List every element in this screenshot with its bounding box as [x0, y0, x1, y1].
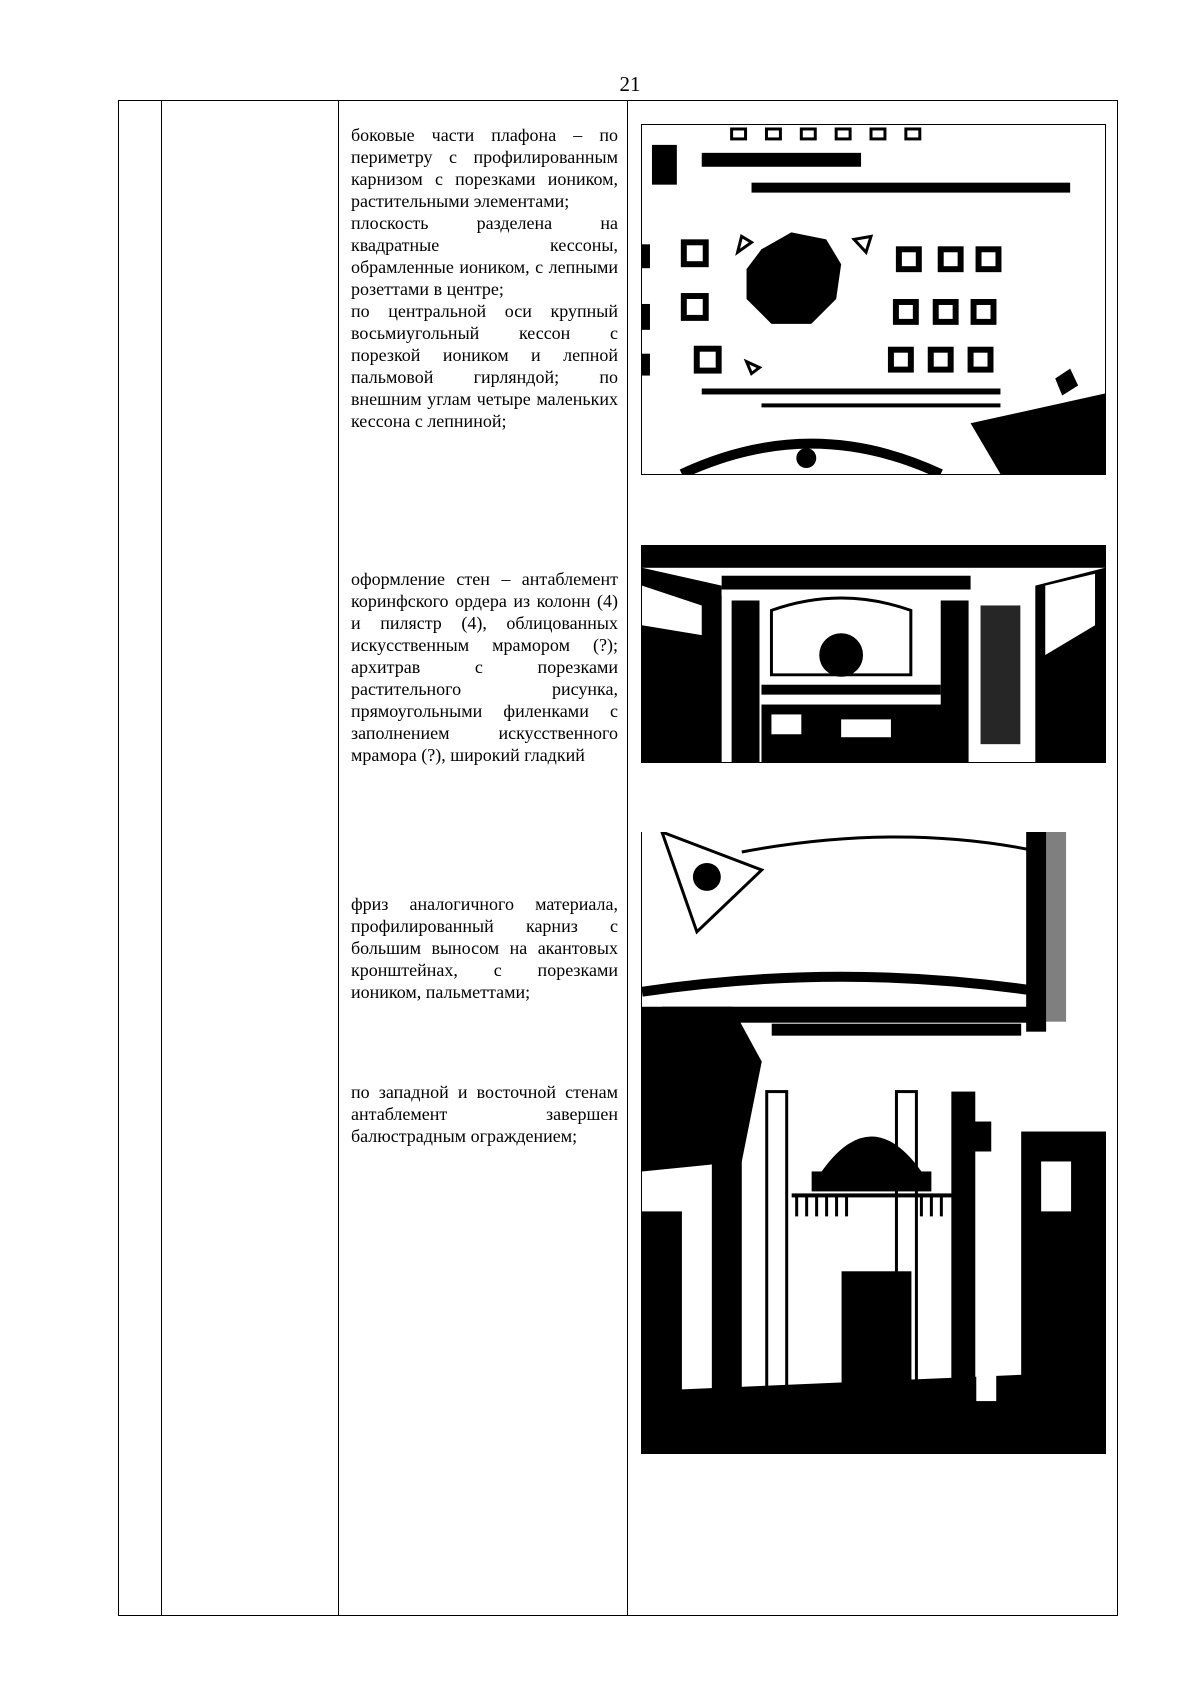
hall-interior-photo — [641, 832, 1106, 1454]
column-divider-3 — [627, 101, 628, 1615]
column-divider-2 — [338, 101, 339, 1615]
paragraph: плоскость разделена на квадратные кессоны, обрамленные иоником, с лепными розеттами в центре; — [351, 213, 618, 299]
ceiling-coffers-photo — [641, 124, 1106, 475]
page-number: 21 — [619, 72, 641, 96]
text-block-frieze — [351, 893, 618, 1003]
paragraph: оформление стен – антаблемент коринфского ордера из колонн (4) и пилястр (4), облицованных искусственным мрамором (?); архитрав с порезками растительного рисунка, прямоугольными филенками с заполнением искусственного мрамора (?), широкий гладкий — [351, 569, 618, 765]
text-block-ceiling — [351, 124, 618, 432]
paragraph: по центральной оси крупный восьмиугольный кессон с порезкой иоником и лепной пальмовой гирляндой; по внешним углам четыре маленьких кессона с лепниной; — [351, 301, 618, 431]
text-block-balustrade — [351, 1081, 618, 1147]
column-divider-1 — [161, 101, 162, 1615]
text-block-walls — [351, 568, 618, 766]
paragraph: боковые части плафона – по периметру с профилированным карнизом с порезками иоником, растительными элементами; — [351, 125, 618, 211]
paragraph: по западной и восточной стенам антаблемент завершен балюстрадным ограждением; — [351, 1082, 618, 1146]
entablature-columns-photo — [641, 545, 1106, 763]
paragraph: фриз аналогичного материала, профилированный карниз с большим выносом на акантовых кронштейнах, с порезками иоником, пальметтами; — [351, 894, 618, 1002]
